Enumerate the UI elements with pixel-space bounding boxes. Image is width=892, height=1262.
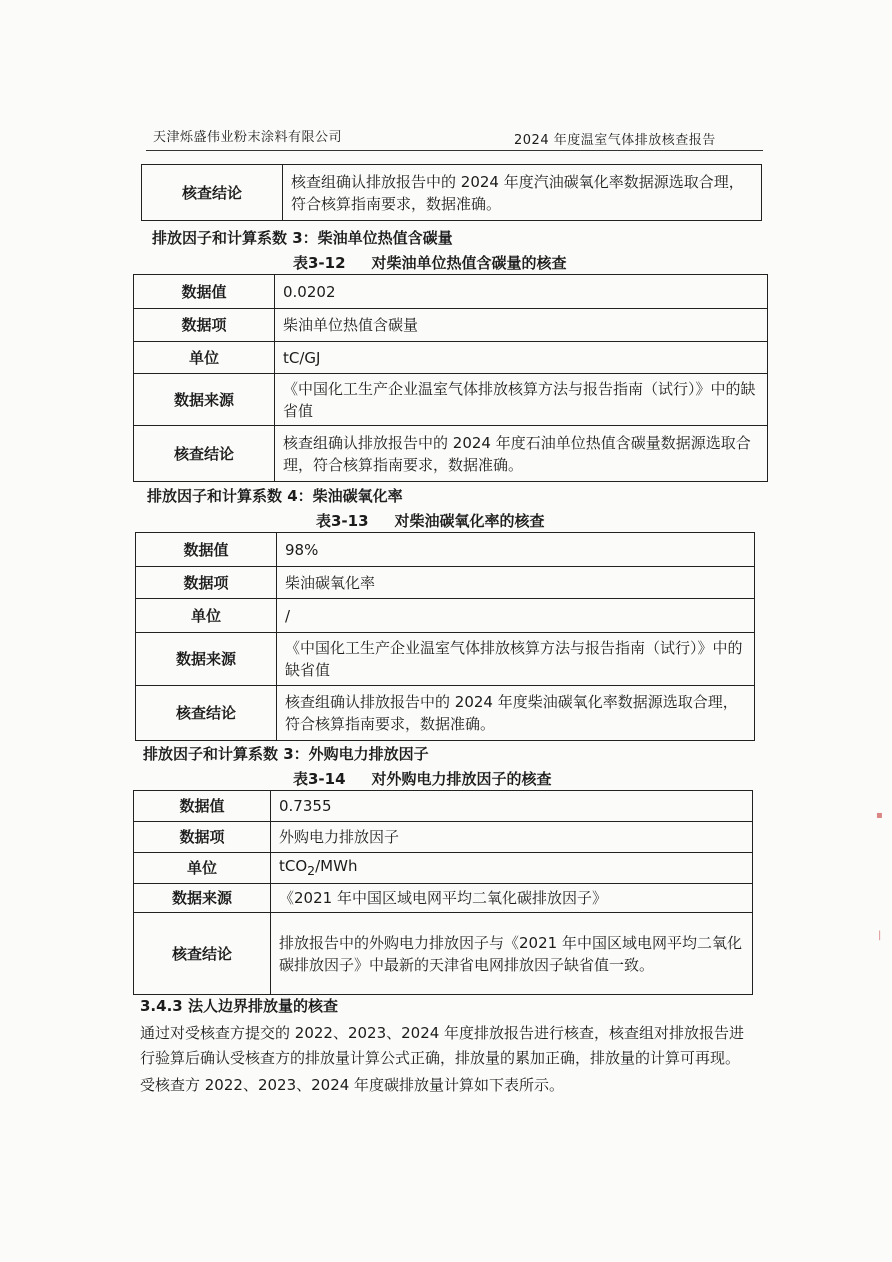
- row-value: 《2021 年中国区域电网平均二氧化碳排放因子》: [271, 884, 753, 913]
- row-key: 数据值: [134, 791, 271, 822]
- table-row: [134, 913, 753, 995]
- row-key: 数据值: [136, 533, 277, 567]
- row-value: 0.0202: [275, 275, 768, 309]
- section-heading: 排放因子和计算系数 4：柴油碳氧化率: [147, 487, 403, 505]
- table-row: [134, 791, 753, 822]
- table-caption: [293, 252, 567, 273]
- row-value: 0.7355: [271, 791, 753, 822]
- caption-title: 对柴油碳氧化率的核查: [394, 512, 545, 530]
- row-key: 数据项: [134, 309, 275, 342]
- row-key: 单位: [134, 853, 271, 884]
- caption-number: 表3-12: [293, 254, 346, 272]
- section-3-4-3-heading: [140, 995, 338, 1016]
- row-value: tCO$_2$/MWh: [271, 853, 753, 884]
- table-row: [134, 853, 753, 884]
- row-key: 单位: [134, 342, 275, 374]
- caption-number: 表3-13: [316, 512, 369, 530]
- caption-number: 表3-14: [293, 770, 346, 788]
- paragraph: 通过对受核查方提交的 2022、2023、2024 年度排放报告进行核查，核查组对排放报告进行验算后确认受核查方的排放量计算公式正确，排放量的累加正确，排放量的计算可再现。: [140, 1024, 745, 1067]
- row-value: 98%: [277, 533, 755, 567]
- row-key: 数据来源: [134, 884, 271, 913]
- table-row: [136, 686, 755, 741]
- table-row: [136, 567, 755, 599]
- row-value: 核查组确认排放报告中的 2024 年度汽油碳氧化率数据源选取合理，符合核算指南要求，数据准确。: [283, 165, 762, 221]
- margin-stamp-mark: ▪: [876, 810, 883, 821]
- header-divider: [146, 150, 763, 151]
- table-caption: [316, 510, 545, 531]
- row-value: 核查组确认排放报告中的 2024 年度柴油碳氧化率数据源选取合理，符合核算指南要求，数据准确。: [277, 686, 755, 741]
- row-key: 单位: [136, 599, 277, 633]
- row-value: 《中国化工生产企业温室气体排放核算方法与报告指南（试行）》中的缺省值: [277, 633, 755, 686]
- table-row: [136, 633, 755, 686]
- section-title: 法人边界排放量的核查: [188, 997, 339, 1015]
- row-value: 柴油单位热值含碳量: [275, 309, 768, 342]
- table-caption: [293, 768, 552, 789]
- row-value: 外购电力排放因子: [271, 822, 753, 853]
- row-key: 核查结论: [142, 165, 283, 221]
- row-value: 柴油碳氧化率: [277, 567, 755, 599]
- row-value: 排放报告中的外购电力排放因子与《2021 年中国区域电网平均二氧化碳排放因子》中最新的天津省电网排放因子缺省值一致。: [271, 913, 753, 995]
- row-key: 数据来源: [134, 374, 275, 426]
- paragraph: 受核查方 2022、2023、2024 年度碳排放量计算如下表所示。: [140, 1076, 565, 1094]
- row-key: 数据项: [136, 567, 277, 599]
- row-value: /: [277, 599, 755, 633]
- caption-title: 对柴油单位热值含碳量的核查: [371, 254, 567, 272]
- table-row: [134, 884, 753, 913]
- report-title: 2024 年度温室气体排放核查报告: [514, 133, 716, 148]
- caption-title: 对外购电力排放因子的核查: [371, 770, 552, 788]
- row-value: tC/GJ: [275, 342, 768, 374]
- row-key: 核查结论: [134, 913, 271, 995]
- table-3-14: [133, 790, 753, 995]
- table-row: [136, 533, 755, 567]
- row-key: 数据项: [134, 822, 271, 853]
- table-row: [136, 599, 755, 633]
- table-row: [134, 309, 768, 342]
- row-key: 数据值: [134, 275, 275, 309]
- row-value: 《中国化工生产企业温室气体排放核算方法与报告指南（试行）》中的缺省值: [275, 374, 768, 426]
- table-row: [134, 342, 768, 374]
- section-body: [140, 1021, 752, 1098]
- table-row: [134, 275, 768, 309]
- row-key: 数据来源: [136, 633, 277, 686]
- row-key: 核查结论: [134, 426, 275, 482]
- section-heading: 排放因子和计算系数 3：柴油单位热值含碳量: [152, 229, 453, 247]
- company-name: 天津烁盛伟业粉末涂料有限公司: [153, 130, 343, 145]
- table-row: [134, 426, 768, 482]
- section-number: 3.4.3: [140, 997, 183, 1015]
- table-3-12: [133, 274, 768, 482]
- section-heading: 排放因子和计算系数 3：外购电力排放因子: [143, 745, 429, 763]
- table-row: [134, 822, 753, 853]
- table-continuation: [141, 164, 762, 221]
- table-row: [142, 165, 762, 221]
- table-row: [134, 374, 768, 426]
- row-key: 核查结论: [136, 686, 277, 741]
- row-value: 核查组确认排放报告中的 2024 年度石油单位热值含碳量数据源选取合理，符合核算指南要求，数据准确。: [275, 426, 768, 482]
- margin-stamp-mark: |: [878, 930, 882, 941]
- table-3-13: [135, 532, 755, 741]
